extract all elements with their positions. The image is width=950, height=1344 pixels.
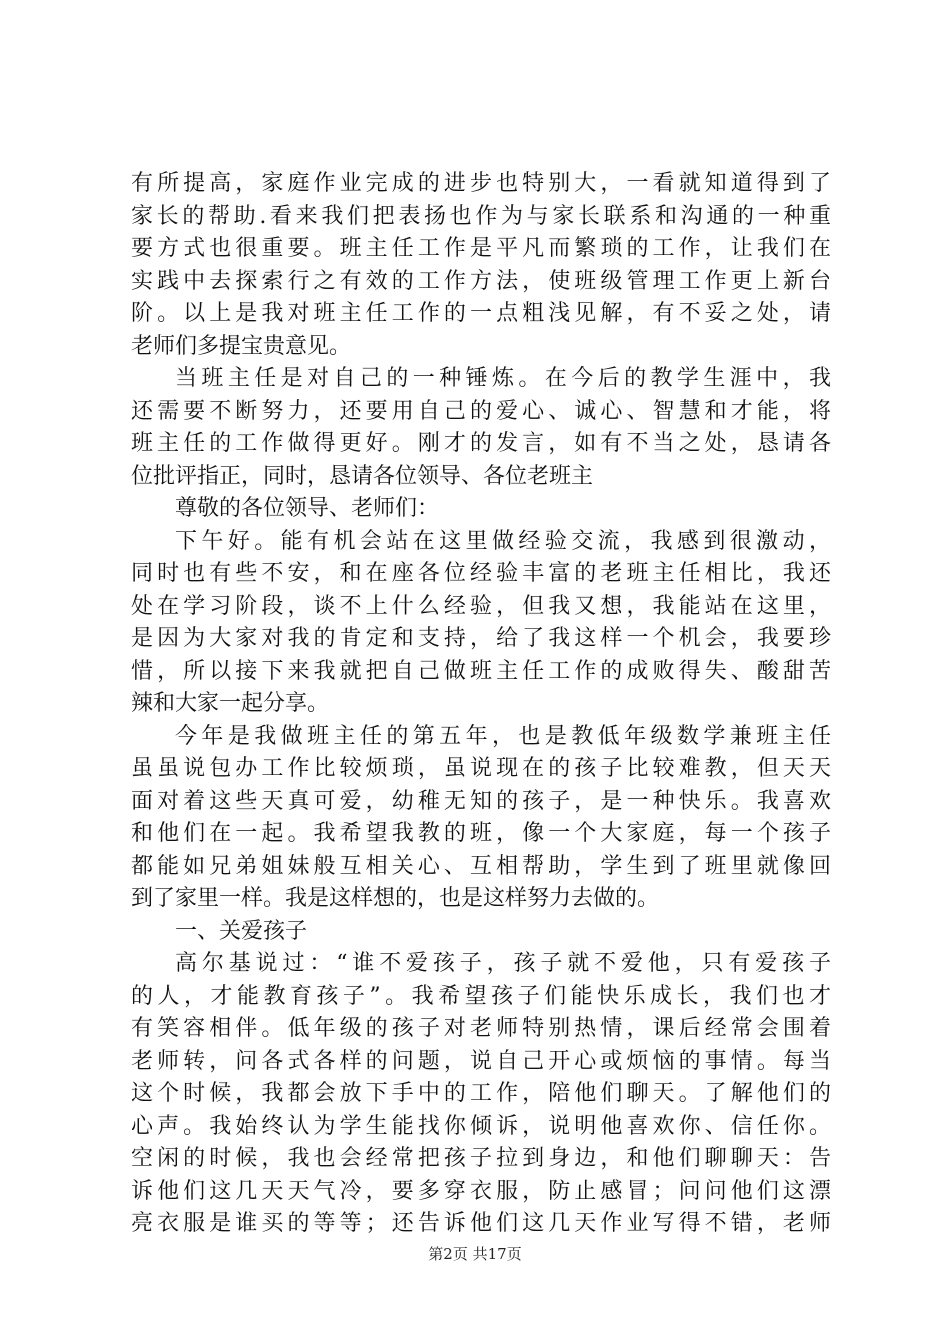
text-line: 阶。以上是我对班主任工作的一点粗浅见解，有不妥之处，请 (131, 301, 831, 326)
text-line: 今年是我做班主任的第五年，也是教低年级数学兼班主任 (175, 723, 831, 749)
text-line: 一、关爱孩子 (175, 918, 308, 944)
text-line: 是因为大家对我的肯定和支持，给了我这样一个机会，我要珍 (131, 626, 831, 651)
text-line: 辣和大家一起分享。 (131, 691, 330, 716)
text-line: 实践中去探索行之有效的工作方法，使班级管理工作更上新台 (131, 268, 831, 294)
text-line: 下午好。能有机会站在这里做经验交流，我感到很激动， (175, 528, 831, 554)
text-line: 位批评指正，同时，恳请各位领导、各位老班主 (131, 463, 594, 489)
text-line: 高尔基说过：“谁不爱孩子，孩子就不爱他，只有爱孩子 (175, 951, 831, 976)
text-line: 虽虽说包办工作比较烦琐，虽说现在的孩子比较难教，但天天 (131, 756, 831, 781)
text-line: 有笑容相伴。低年级的孩子对老师特别热情，课后经常会围着 (131, 1016, 831, 1041)
text-line: 面对着这些天真可爱，幼稚无知的孩子，是一种快乐。我喜欢 (131, 788, 831, 814)
text-line: 同时也有些不安，和在座各位经验丰富的老班主任相比，我还 (131, 561, 831, 586)
text-line: 到了家里一样。我是这样想的，也是这样努力去做的。 (131, 886, 660, 911)
text-line: 亮衣服是谁买的等等；还告诉他们这几天作业写得不错，老师 (131, 1211, 831, 1236)
text-line: 当班主任是对自己的一种锤炼。在今后的教学生涯中，我 (175, 366, 831, 391)
text-line: 惜，所以接下来我就把自己做班主任工作的成败得失、酸甜苦 (131, 658, 831, 684)
text-line: 老师转，问各式各样的问题，说自己开心或烦恼的事情。每当 (131, 1048, 831, 1074)
text-line: 心声。我始终认为学生能找你倾诉，说明他喜欢你、信任你。 (131, 1113, 831, 1139)
text-line: 这个时候，我都会放下手中的工作，陪他们聊天。了解他们的 (131, 1081, 831, 1106)
text-line: 尊敬的各位领导、老师们： (175, 496, 440, 521)
text-line: 诉他们这几天天气冷，要多穿衣服，防止感冒；问问他们这漂 (131, 1178, 831, 1204)
text-line: 有所提高，家庭作业完成的进步也特别大，一看就知道得到了 (131, 171, 831, 196)
text-line: 和他们在一起。我希望我教的班，像一个大家庭，每一个孩子 (131, 821, 831, 846)
text-line: 都能如兄弟姐妹般互相关心、互相帮助，学生到了班里就像回 (131, 853, 831, 879)
text-line: 还需要不断努力，还要用自己的爱心、诚心、智慧和才能，将 (131, 398, 831, 424)
text-line: 的人，才能教育孩子”。我希望孩子们能快乐成长，我们也才 (131, 983, 831, 1009)
body-text (131, 168, 831, 1241)
text-line: 要方式也很重要。班主任工作是平凡而繁琐的工作，让我们在 (131, 236, 831, 261)
text-line: 老师们多提宝贵意见。 (131, 333, 352, 359)
text-line: 班主任的工作做得更好。刚才的发言，如有不当之处，恳请各 (131, 431, 831, 456)
page-footer: 第2页 共17页 (428, 1245, 522, 1263)
text-line: 空闲的时候，我也会经常把孩子拉到身边，和他们聊聊天：告 (131, 1146, 831, 1171)
text-line: 家长的帮助.看来我们把表扬也作为与家长联系和沟通的一种重 (131, 203, 831, 229)
text-line: 处在学习阶段，谈不上什么经验，但我又想，我能站在这里， (131, 593, 831, 619)
